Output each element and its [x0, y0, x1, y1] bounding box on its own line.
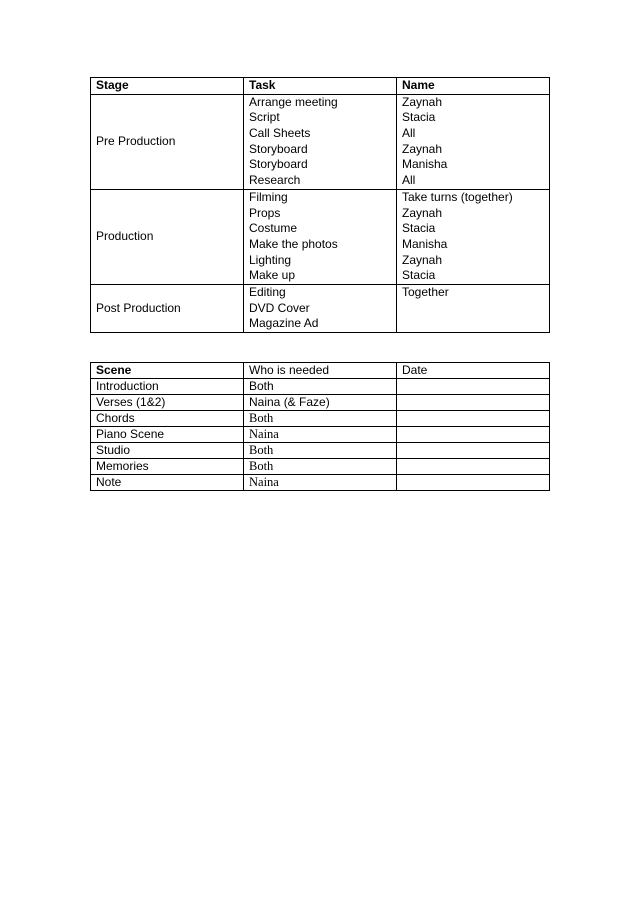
- task-item: Storyboard: [249, 141, 308, 156]
- date-cell: [397, 395, 550, 411]
- name-item: Take turns (together): [402, 189, 513, 204]
- who-cell: Naina: [244, 475, 397, 491]
- task-cell: [244, 189, 397, 284]
- name-item: Zaynah: [402, 252, 443, 267]
- stage-cell: Production: [91, 189, 244, 284]
- table-row: [91, 427, 550, 443]
- who-cell: Both: [244, 443, 397, 459]
- task-item: DVD Cover: [249, 300, 310, 315]
- name-cell: [397, 94, 550, 189]
- name-item: Manisha: [402, 157, 448, 172]
- table-row: [91, 459, 550, 475]
- who-cell: Both: [244, 459, 397, 475]
- table-row: [91, 475, 550, 491]
- name-item: Stacia: [402, 110, 436, 125]
- task-item: Make the photos: [249, 236, 338, 251]
- date-cell: [397, 443, 550, 459]
- date-cell: [397, 475, 550, 491]
- scene-cell: Introduction: [91, 379, 244, 395]
- name-item: All: [402, 173, 416, 188]
- name-cell: [397, 189, 550, 284]
- name-item: Stacia: [402, 221, 436, 236]
- name-item: Zaynah: [402, 141, 443, 156]
- table-row: [91, 411, 550, 427]
- date-cell: [397, 459, 550, 475]
- stage-row-post-production: [91, 284, 550, 332]
- task-item: Research: [249, 173, 301, 188]
- date-header: Date: [397, 363, 550, 379]
- who-cell: Naina (& Faze): [244, 395, 397, 411]
- scene-cell: Studio: [91, 443, 244, 459]
- who-cell: Both: [244, 411, 397, 427]
- task-item: Costume: [249, 221, 298, 236]
- scene-cell: Verses (1&2): [91, 395, 244, 411]
- name-item: Manisha: [402, 236, 448, 251]
- name-header: Name: [397, 78, 550, 95]
- table-row: [91, 395, 550, 411]
- date-cell: [397, 379, 550, 395]
- task-item: Arrange meeting: [249, 94, 338, 109]
- name-item: All: [402, 126, 416, 141]
- scenes-header-row: [91, 363, 550, 379]
- table-row: [91, 379, 550, 395]
- task-item: Lighting: [249, 252, 292, 267]
- stage-cell: Pre Production: [91, 94, 244, 189]
- task-item: Call Sheets: [249, 126, 311, 141]
- task-header: Task: [244, 78, 397, 95]
- task-item: Editing: [249, 284, 286, 299]
- scene-cell: Note: [91, 475, 244, 491]
- table-row: [91, 443, 550, 459]
- stage-header: Stage: [91, 78, 244, 95]
- stage-cell: Post Production: [91, 284, 244, 332]
- task-item: Magazine Ad: [249, 316, 319, 331]
- scene-cell: Chords: [91, 411, 244, 427]
- task-cell: [244, 94, 397, 189]
- scene-cell: Memories: [91, 459, 244, 475]
- scene-cell: Piano Scene: [91, 427, 244, 443]
- name-item: Stacia: [402, 268, 436, 283]
- date-cell: [397, 411, 550, 427]
- name-item: Zaynah: [402, 205, 443, 220]
- task-item: Storyboard: [249, 157, 308, 172]
- stages-header-row: [91, 78, 550, 95]
- task-cell: [244, 284, 397, 332]
- who-cell: Naina: [244, 427, 397, 443]
- name-cell: [397, 284, 550, 332]
- stages-table: [90, 77, 550, 333]
- name-item: Zaynah: [402, 94, 443, 109]
- task-item: Script: [249, 110, 280, 125]
- task-item: Filming: [249, 189, 288, 204]
- task-item: Make up: [249, 268, 296, 283]
- name-item: Together: [402, 284, 449, 299]
- scene-header: Scene: [91, 363, 244, 379]
- who-header: Who is needed: [244, 363, 397, 379]
- who-cell: Both: [244, 379, 397, 395]
- stage-row-production: [91, 189, 550, 284]
- scenes-table: [90, 362, 550, 491]
- task-item: Props: [249, 205, 281, 220]
- stage-row-pre-production: [91, 94, 550, 189]
- date-cell: [397, 427, 550, 443]
